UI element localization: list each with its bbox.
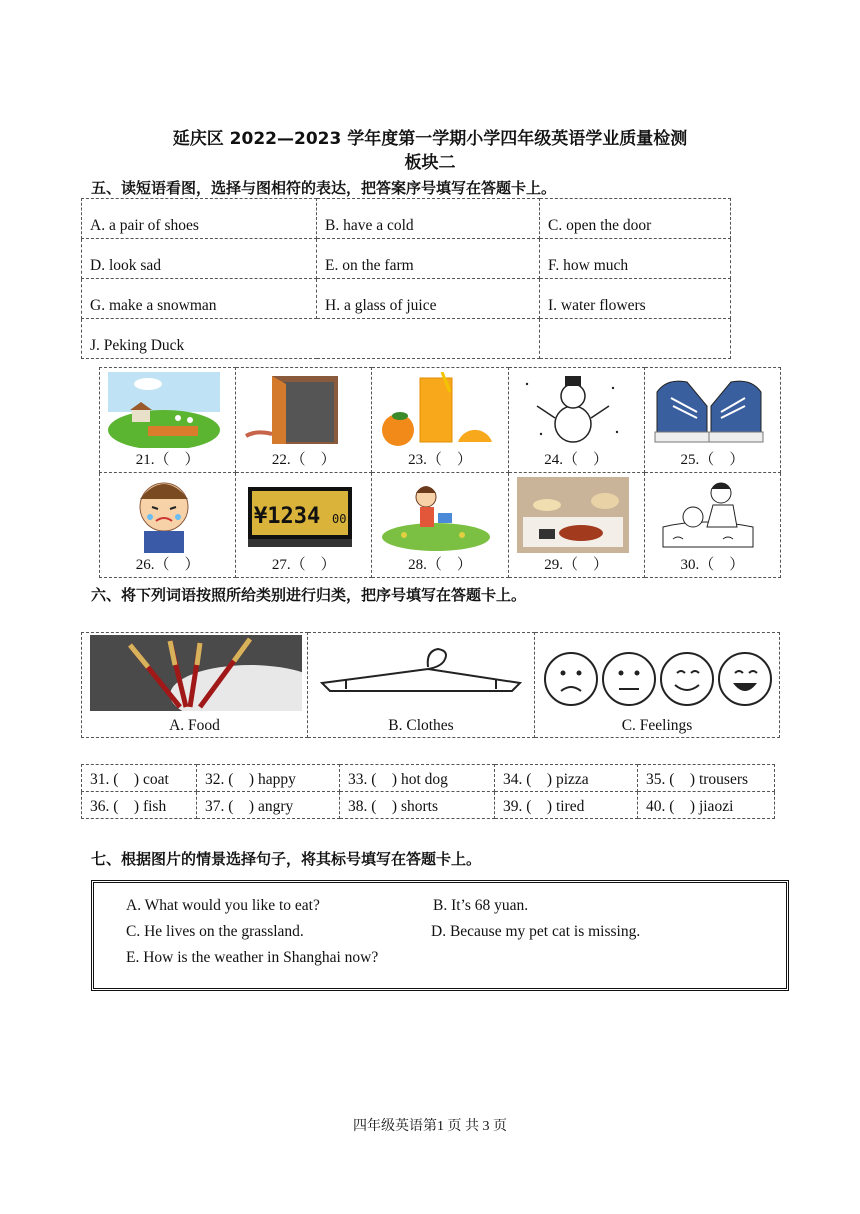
section7-heading: 七、根据图片的情景选择句子，将其标号填写在答题卡上。: [91, 850, 482, 868]
option-i: I. water flowers: [540, 279, 731, 319]
hanger-icon: [316, 643, 526, 703]
question-27-label: 27.（ ）: [271, 557, 336, 573]
juice-icon: [380, 372, 492, 448]
option-f: F. how much: [540, 239, 731, 279]
door-icon: [244, 372, 356, 448]
picture-23: [372, 368, 508, 473]
option-g: G. make a snowman: [82, 279, 317, 319]
section5-heading: 五、读短语看图，选择与图相符的表达，把答案序号填写在答题卡上。: [91, 179, 557, 197]
sick-child-icon: [653, 477, 765, 553]
picture-25: [644, 368, 780, 473]
picture-22: [236, 368, 372, 473]
shoes-icon: [653, 372, 765, 448]
price-tag-icon: [244, 477, 356, 553]
word-32: 32. ( ) happy: [197, 765, 340, 792]
category-clothes-label: B. Clothes: [388, 717, 454, 734]
category-clothes: [308, 633, 535, 738]
option-empty: [540, 319, 731, 359]
option-a: A. a pair of shoes: [82, 199, 317, 239]
price-cents: 00: [332, 512, 347, 526]
page-subtitle: 板块二: [404, 153, 456, 173]
picture-24: [508, 368, 644, 473]
peking-duck-icon: [517, 477, 629, 553]
option-j: J. Peking Duck: [82, 319, 540, 359]
category-feelings: [535, 633, 780, 738]
picture-30: [644, 473, 780, 578]
cutlery-icon: [90, 635, 302, 711]
crying-boy-icon: [108, 477, 220, 553]
sentence-box: [91, 880, 789, 991]
girl-watering-icon: [380, 477, 492, 553]
option-b: B. have a cold: [317, 199, 540, 239]
question-25-label: 25.（ ）: [680, 452, 745, 468]
option-e: E. on the farm: [317, 239, 540, 279]
category-table: [81, 632, 780, 738]
word-31: 31. ( ) coat: [82, 765, 197, 792]
page-footer: 四年级英语第1 页 共 3 页: [353, 1119, 507, 1134]
question-24-label: 24.（ ）: [544, 452, 609, 468]
snowman-icon: [517, 372, 629, 448]
picture-21: [100, 368, 236, 473]
word-37: 37. ( ) angry: [197, 792, 340, 819]
option-h: H. a glass of juice: [317, 279, 540, 319]
word-40: 40. ( ) jiaozi: [638, 792, 775, 819]
category-food-label: A. Food: [169, 717, 220, 734]
sentence-d: D. Because my pet cat is missing.: [431, 923, 641, 940]
word-38: 38. ( ) shorts: [340, 792, 495, 819]
option-c: C. open the door: [540, 199, 731, 239]
faces-icon: [543, 651, 775, 707]
question-29-label: 29.（ ）: [544, 557, 609, 573]
options-table: [81, 198, 731, 359]
words-table: [81, 764, 775, 819]
sentence-c: C. He lives on the grassland.: [126, 923, 304, 940]
page-title: 延庆区 2022—2023 学年度第一学期小学四年级英语学业质量检测: [172, 129, 688, 149]
picture-26: [100, 473, 236, 578]
sentence-e: E. How is the weather in Shanghai now?: [126, 949, 379, 966]
category-food: [82, 633, 308, 738]
section6-heading: 六、将下列词语按照所给类别进行归类，把序号填写在答题卡上。: [91, 586, 527, 604]
picture-grid: [99, 367, 781, 578]
question-28-label: 28.（ ）: [408, 557, 472, 573]
picture-28: [372, 473, 508, 578]
word-34: 34. ( ) pizza: [495, 765, 638, 792]
picture-29: [508, 473, 644, 578]
price-text: ¥1234: [254, 504, 321, 529]
word-33: 33. ( ) hot dog: [340, 765, 495, 792]
category-feelings-label: C. Feelings: [621, 717, 693, 734]
word-39: 39. ( ) tired: [495, 792, 638, 819]
sentence-b: B. It’s 68 yuan.: [433, 897, 529, 914]
question-26-label: 26.（ ）: [135, 557, 200, 573]
question-21-label: 21.（ ）: [135, 452, 200, 468]
question-30-label: 30.（ ）: [680, 557, 745, 573]
word-36: 36. ( ) fish: [82, 792, 197, 819]
question-22-label: 22.（ ）: [271, 452, 336, 468]
sentence-a: A. What would you like to eat?: [126, 897, 320, 914]
farm-icon: [108, 372, 220, 448]
option-d: D. look sad: [82, 239, 317, 279]
word-35: 35. ( ) trousers: [638, 765, 775, 792]
picture-27: [236, 473, 372, 578]
question-23-label: 23.（ ）: [408, 452, 472, 468]
